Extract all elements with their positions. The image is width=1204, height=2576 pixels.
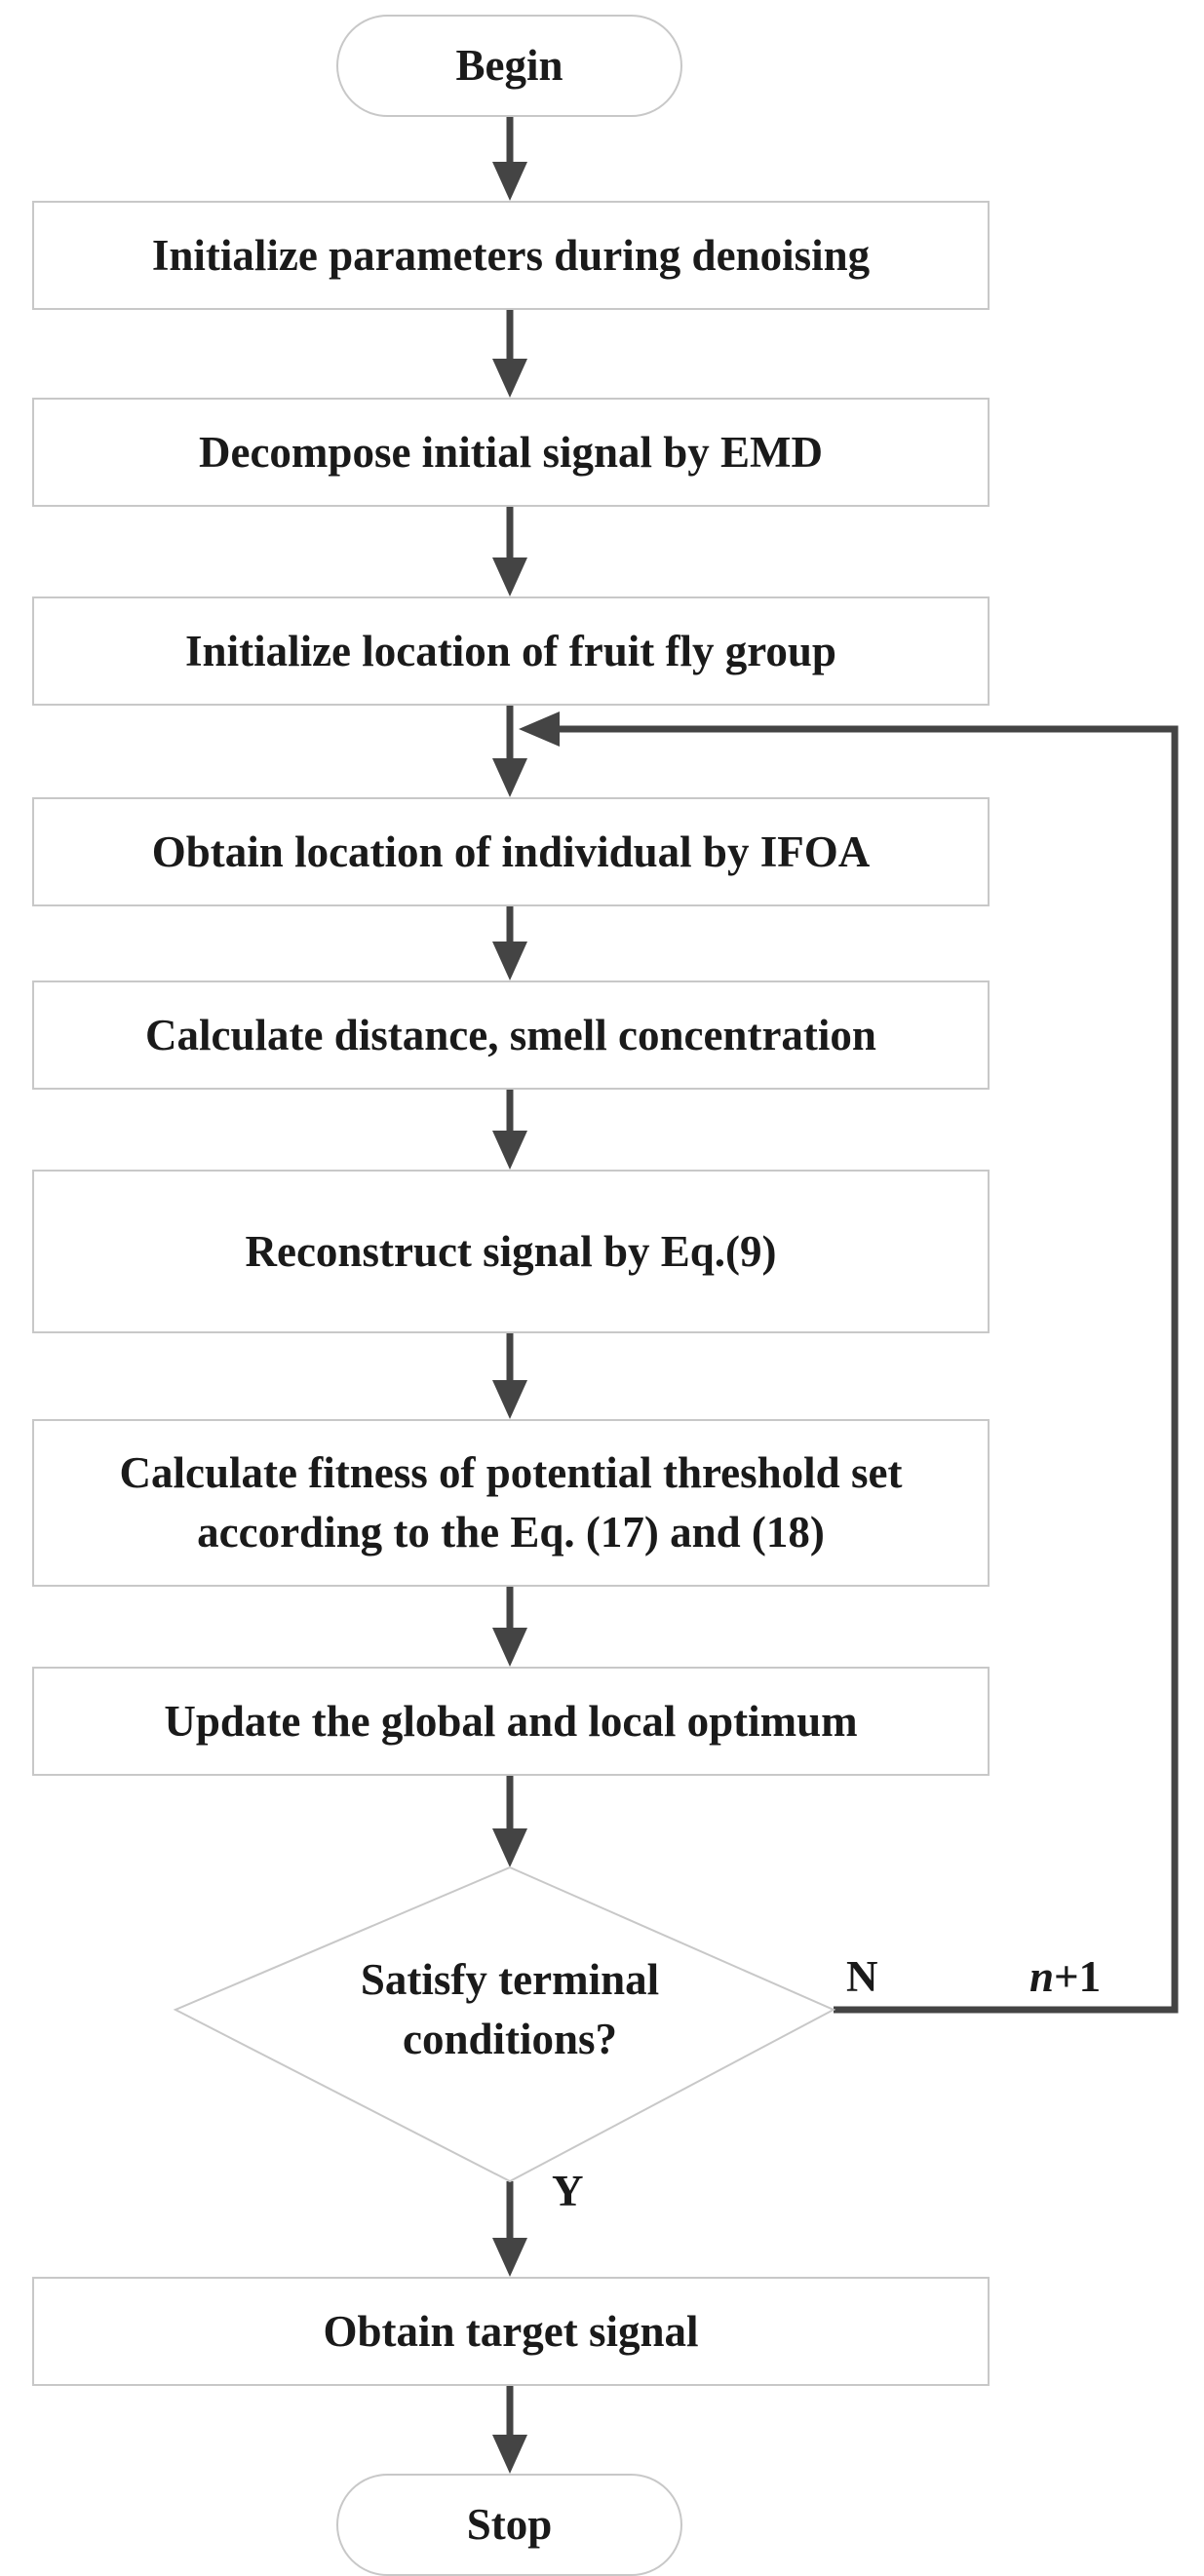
arrowhead-5 (492, 942, 527, 980)
begin-terminal (336, 15, 682, 117)
step-label: Obtain target signal (323, 2306, 699, 2356)
step-label: Obtain location of individual by IFOA (151, 827, 871, 876)
arrowhead-11 (492, 2435, 527, 2474)
loop-back-path (554, 729, 1175, 2010)
arrowhead-2 (492, 359, 527, 398)
stop-label: Stop (466, 2500, 553, 2550)
loop-counter-suffix: +1 (1054, 1952, 1102, 2001)
step-label: Calculate distance, smell concentration (145, 1010, 876, 1059)
arrowhead-8 (492, 1628, 527, 1667)
step-reconstruct-signal (32, 1170, 990, 1333)
arrowhead-loop (519, 711, 560, 747)
arrowhead-4 (492, 758, 527, 797)
no-label: N (846, 1952, 878, 2001)
begin-label: Begin (455, 41, 563, 91)
loop-counter-variable: n (1029, 1952, 1055, 2001)
decision-label: Satisfy terminal conditions? (360, 1955, 660, 2063)
step-obtain-location (32, 797, 990, 906)
step-calculate-fitness (32, 1419, 990, 1587)
step-label: Decompose initial signal by EMD (198, 427, 824, 477)
step-label: Initialize location of fruit fly group (185, 626, 836, 675)
arrowhead-3 (492, 557, 527, 596)
loop-counter-label (1029, 1951, 1101, 2002)
arrowhead-9 (492, 1828, 527, 1867)
step-calculate-distance (32, 980, 990, 1090)
step-label: Calculate fitness of potential threshold set according to the Eq. (17) and (18) (119, 1448, 903, 1557)
arrowhead-10 (492, 2238, 527, 2277)
step-label: Initialize parameters during denoising (151, 230, 871, 280)
step-decompose-signal (32, 398, 990, 507)
step-label: Reconstruct signal by Eq.(9) (245, 1226, 777, 1276)
step-label: Update the global and local optimum (164, 1696, 858, 1746)
arrowhead-7 (492, 1380, 527, 1419)
stop-terminal (336, 2474, 682, 2576)
step-update-optimum (32, 1667, 990, 1776)
step-initialize-location (32, 596, 990, 706)
arrowhead-1 (492, 162, 527, 201)
yes-label: Y (552, 2167, 584, 2215)
arrowhead-6 (492, 1131, 527, 1170)
step-initialize-parameters (32, 201, 990, 310)
step-obtain-target-signal (32, 2277, 990, 2386)
